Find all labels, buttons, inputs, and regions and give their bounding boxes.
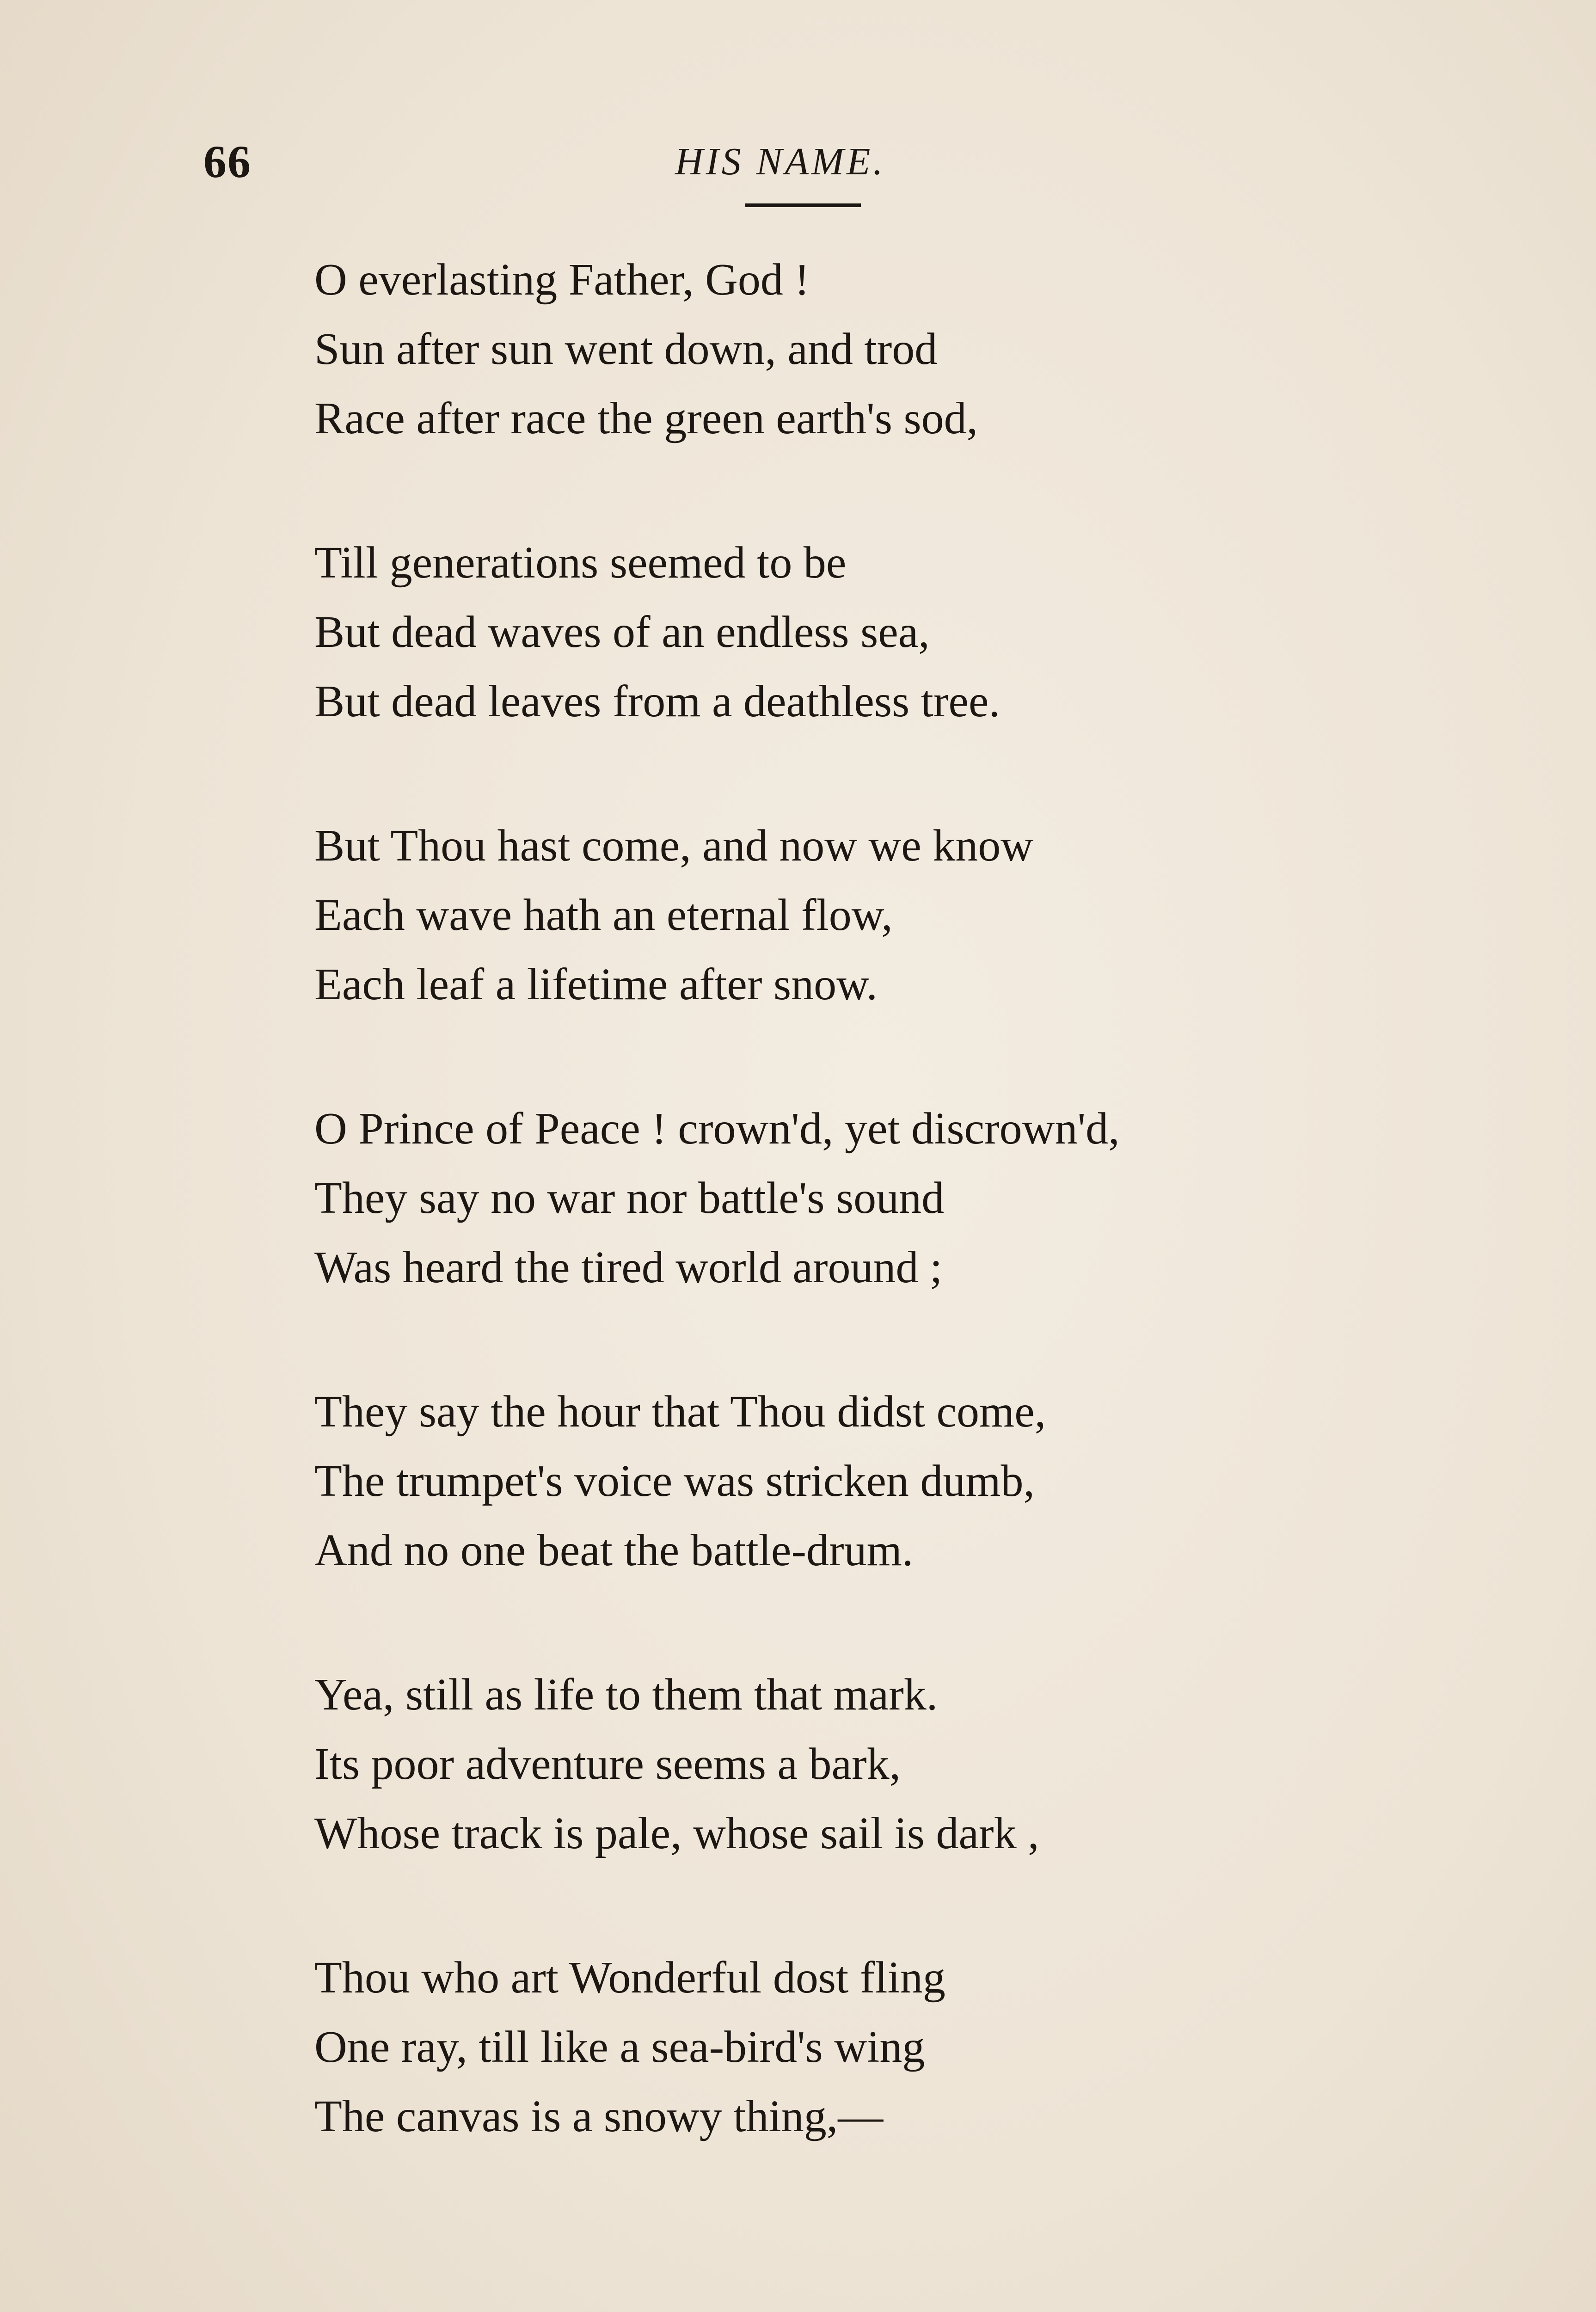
poem-line: But Thou hast come, and now we know <box>314 821 1034 871</box>
poem-line: Each leaf a lifetime after snow. <box>314 959 878 1009</box>
poem-line: Whose track is pale, whose sail is dark , <box>314 1808 1039 1858</box>
stanza <box>314 1377 1470 1585</box>
poem-line: Its poor adventure seems a bark, <box>314 1739 901 1789</box>
header-rule <box>745 203 861 207</box>
poem-body <box>314 245 1470 2226</box>
stanza <box>314 811 1470 1019</box>
poem-line: And no one beat the battle-drum. <box>314 1525 914 1575</box>
poem-line: Yea, still as life to them that mark. <box>314 1670 938 1720</box>
poem-line: O Prince of Peace ! crown'd, yet discrown'd, <box>314 1104 1120 1154</box>
stanza <box>314 1943 1470 2151</box>
poem-line: But dead waves of an endless sea, <box>314 607 930 657</box>
poem-line: Sun after sun went down, and trod <box>314 324 938 374</box>
poem-line: One ray, till like a sea-bird's wing <box>314 2022 925 2072</box>
poem-line: Was heard the tired world around ; <box>314 1242 943 1292</box>
running-head: HIS NAME. <box>675 140 886 183</box>
poem-line: The trumpet's voice was stricken dumb, <box>314 1456 1035 1506</box>
poem-line: They say the hour that Thou didst come, <box>314 1387 1046 1437</box>
stanza <box>314 1094 1470 1302</box>
poem-line: O everlasting Father, God ! <box>314 255 810 305</box>
poem-line: The canvas is a snowy thing,— <box>314 2091 884 2141</box>
poem-line: Each wave hath an eternal flow, <box>314 890 893 940</box>
poem-line: They say no war nor battle's sound <box>314 1173 945 1223</box>
poem-line: But dead leaves from a deathless tree. <box>314 676 1001 726</box>
stanza <box>314 1660 1470 1868</box>
poem-line: Race after race the green earth's sod, <box>314 394 978 443</box>
page-number: 66 <box>203 136 252 187</box>
stanza <box>314 245 1470 453</box>
poem-line: Till generations seemed to be <box>314 538 847 588</box>
poem-line: Thou who art Wonderful dost fling <box>314 1953 945 2003</box>
stanza <box>314 528 1470 736</box>
